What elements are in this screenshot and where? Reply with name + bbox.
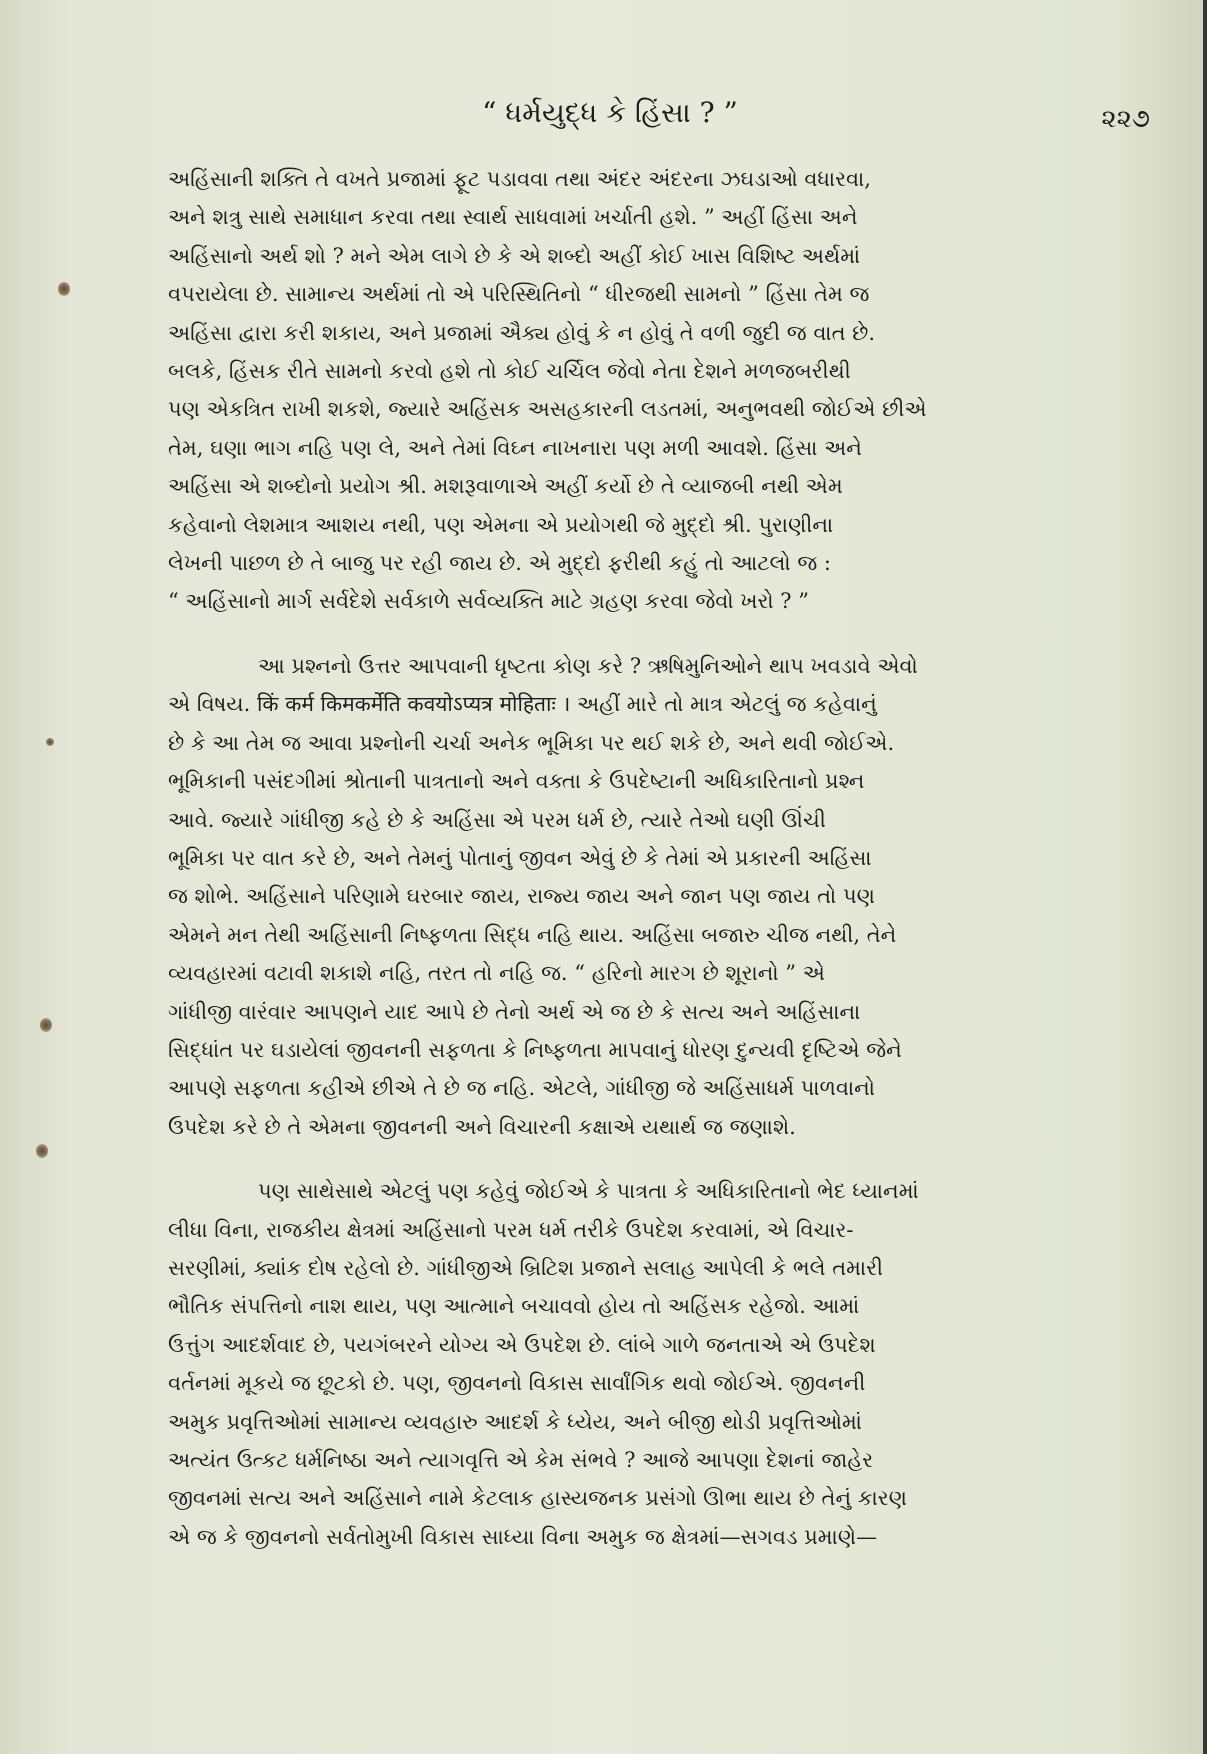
text-line: સરણીમાં, ક્યાંક દોષ રહેલો છે. ગાંધીજીએ બ્રિટિશ પ્રજાને સલાહ આપેલી કે ભલે તમારી: [168, 1255, 883, 1280]
paragraph: [168, 160, 1078, 621]
text-line: ભૂમિકાની પસંદગીમાં શ્રોતાની પાત્રતાનો અને વક્તા કે ઉપદેષ્ટાની અધિકારિતાનો પ્રશ્ન: [168, 769, 865, 794]
text-line: વપરાયેલા છે. સામાન્ય અર્થમાં તો એ પરિસ્થિતિનો “ ધીરજથી સામનો ” હિંસા તેમ જ: [168, 282, 870, 307]
text-line: એ જ કે જીવનનો સર્વતોમુખી વિકાસ સાધ્યા વિના અમુક જ ક્ષેત્રમાં—સગવડ પ્રમાણે—: [168, 1524, 878, 1549]
text-line: અહિંસા એ શબ્દોનો પ્રયોગ શ્રી. મશરૂવાળાએ અહીં કર્યો છે તે વ્યાજબી નથી એમ: [168, 474, 843, 499]
text-line: સિદ્ધાંત પર ઘડાયેલાં જીવનની સફળતા કે નિષ્ફળતા માપવાનું ધોરણ દુન્યવી દૃષ્ટિએ જેને: [168, 1037, 902, 1062]
text-line: વ્યવહારમાં વટાવી શકાશે નહિ, તરત તો નહિ જ. “ હરિનો મારગ છે શૂરાનો ” એ: [168, 961, 825, 986]
text-line: કહેવાનો લેશમાત્ર આશય નથી, પણ એમના એ પ્રયોગથી જે મુદ્દો શ્રી. પુરાણીના: [168, 512, 834, 537]
text-line: પણ એકત્રિત રાખી શકશે, જ્યારે અહિંસક અસહકારની લડતમાં, અનુભવથી જોઈએ છીએ: [168, 397, 927, 422]
running-title: “ ધર્મયુદ્ધ કે હિંસા ? ”: [482, 96, 738, 129]
text-line: આ પ્રશ્નનો ઉત્તર આપવાની ધૃષ્ટતા કોણ કરે ? ઋષિમુનિઓને થાપ ખવડાવે એવો: [258, 653, 918, 678]
text-line: છે કે આ તેમ જ આવા પ્રશ્નોની ચર્ચા અનેક ભૂમિકા પર થઈ શકે છે, અને થવી જોઈએ.: [168, 730, 895, 755]
paragraph: [168, 1172, 1078, 1556]
text-line: અને શત્રુ સાથે સમાધાન કરવા તથા સ્વાર્થ સાધવામાં ખર્ચાતી હશે. ” અહીં હિંસા અને: [168, 205, 858, 230]
text-line: ભૌતિક સંપત્તિનો નાશ થાય, પણ આત્માને બચાવવો હોય તો અહિંસક રહેજો. આમાં: [168, 1294, 860, 1319]
binding-hole-mark: [46, 738, 54, 746]
text-line: અહિંસાનો અર્થ શો ? મને એમ લાગે છે કે એ શબ્દો અહીં કોઈ ખાસ વિશિષ્ટ અર્થમાં: [168, 243, 861, 268]
body-text: [168, 160, 1078, 1556]
text-line: લેખની પાછળ છે તે બાજુ પર રહી જાય છે. એ મુદ્દો ફરીથી કહું તો આટલો જ :: [168, 551, 831, 576]
text-line: ઉપદેશ કરે છે તે એમના જીવનની અને વિચારની કક્ષાએ યથાર્થ જ જણાશે.: [168, 1114, 796, 1139]
text-line: ઉત્તુંગ આદર્શવાદ છે, પયગંબરને યોગ્ય એ ઉપદેશ છે. લાંબે ગાળે જનતાએ એ ઉપદેશ: [168, 1332, 876, 1357]
text-line: આપણે સફળતા કહીએ છીએ તે છે જ નહિ. એટલે, ગાંધીજી જે અહિંસાધર્મ પાળવાનો: [168, 1076, 876, 1101]
text-line: અત્યંત ઉત્કટ ધર્મનિષ્ઠા અને ત્યાગવૃત્તિ એ કેમ સંભવે ? આજે આપણા દેશનાં જાહેર: [168, 1448, 874, 1472]
text-line: આવે. જ્યારે ગાંધીજી કહે છે કે અહિંસા એ પરમ ધર્મ છે, ત્યારે તેઓ ઘણી ઊંચી: [168, 807, 826, 832]
paragraph-gap: [168, 1146, 1078, 1172]
page-edge-shadow: [1203, 0, 1207, 1754]
text-line: પણ સાથેસાથે એટલું પણ કહેવું જોઈએ કે પાત્રતા કે અધિકારિતાનો ભેદ ધ્યાનમાં: [258, 1179, 919, 1204]
binding-hole-mark: [36, 1144, 48, 1158]
text-line: બલકે, હિંસક રીતે સામનો કરવો હશે તો કોઈ ચર્ચિલ જેવો નેતા દેશને મળજબરીથી: [168, 359, 851, 384]
text-line: તેમ, ઘણા ભાગ નહિ પણ લે, અને તેમાં વિઘ્ન નાખનારા પણ મળી આવશે. હિંસા અને: [168, 435, 862, 460]
text-line: જીવનમાં સત્ય અને અહિંસાને નામે કેટલાક હાસ્યજનક પ્રસંગો ઊભા થાય છે તેનું કારણ: [168, 1486, 907, 1511]
text-line: અમુક પ્રવૃત્તિઓમાં સામાન્ય વ્યવહારુ આદર્શ કે ધ્યેય, અને બીજી થોડી પ્રવૃત્તિઓમાં: [168, 1409, 862, 1434]
text-line: અહિંસાની શક્તિ તે વખતે પ્રજામાં ફૂટ પડાવવા તથા અંદર અંદરના ઝઘડાઓ વધારવા,: [168, 167, 871, 191]
paragraph: [168, 647, 1078, 1146]
text-line: એમને મન તેથી અહિંસાની નિષ્ફળતા સિદ્ધ નહિ થાય. અહિંસા બજારુ ચીજ નથી, તેને: [168, 922, 897, 947]
page-header: [0, 96, 1207, 136]
text-line: ગાંધીજી વારંવાર આપણને યાદ આપે છે તેનો અર્થ એ જ છે કે સત્ય અને અહિંસાના: [168, 999, 861, 1024]
text-line: ભૂમિકા પર વાત કરે છે, અને તેમનું પોતાનું જીવન એવું છે કે તેમાં એ પ્રકારની અહિંસા: [168, 845, 872, 870]
text-line: જ શોભે. અહિંસાને પરિણામે ઘરબાર જાય, રાજ્ય જાય અને જાન પણ જાય તો પણ: [168, 884, 875, 909]
page-number: ૨૨૭: [1101, 104, 1150, 134]
text-line: લીધા વિના, રાજકીય ક્ષેત્રમાં અહિંસાનો પરમ ધર્મ તરીકે ઉપદેશ કરવામાં, એ વિચાર-: [168, 1217, 854, 1242]
text-line: “ અહિંસાનો માર્ગ સર્વદેશે સર્વકાળે સર્વવ્યક્તિ માટે ગ્રહણ કરવા જેવો ખરો ? ”: [168, 589, 809, 614]
text-line: વર્તનમાં મૂકયે જ છૂટકો છે. પણ, જીવનનો વિકાસ સાર્વાંગિક થવો જોઈએ. જીવનની: [168, 1371, 866, 1396]
paragraph-gap: [168, 621, 1078, 647]
binding-hole-mark: [40, 1018, 52, 1032]
binding-hole-mark: [58, 282, 70, 296]
text-line: એ વિષય. किं कर्म किमकर्मेति कवयोऽप्यत्र मोहिताः । અહીં મારે તો માત્ર એટલું જ કહેવાનું: [168, 692, 877, 717]
text-line: અહિંસા દ્વારા કરી શકાય, અને પ્રજામાં ઐક્ય હોવું કે ન હોવું તે વળી જુદી જ વાત છે.: [168, 320, 876, 345]
